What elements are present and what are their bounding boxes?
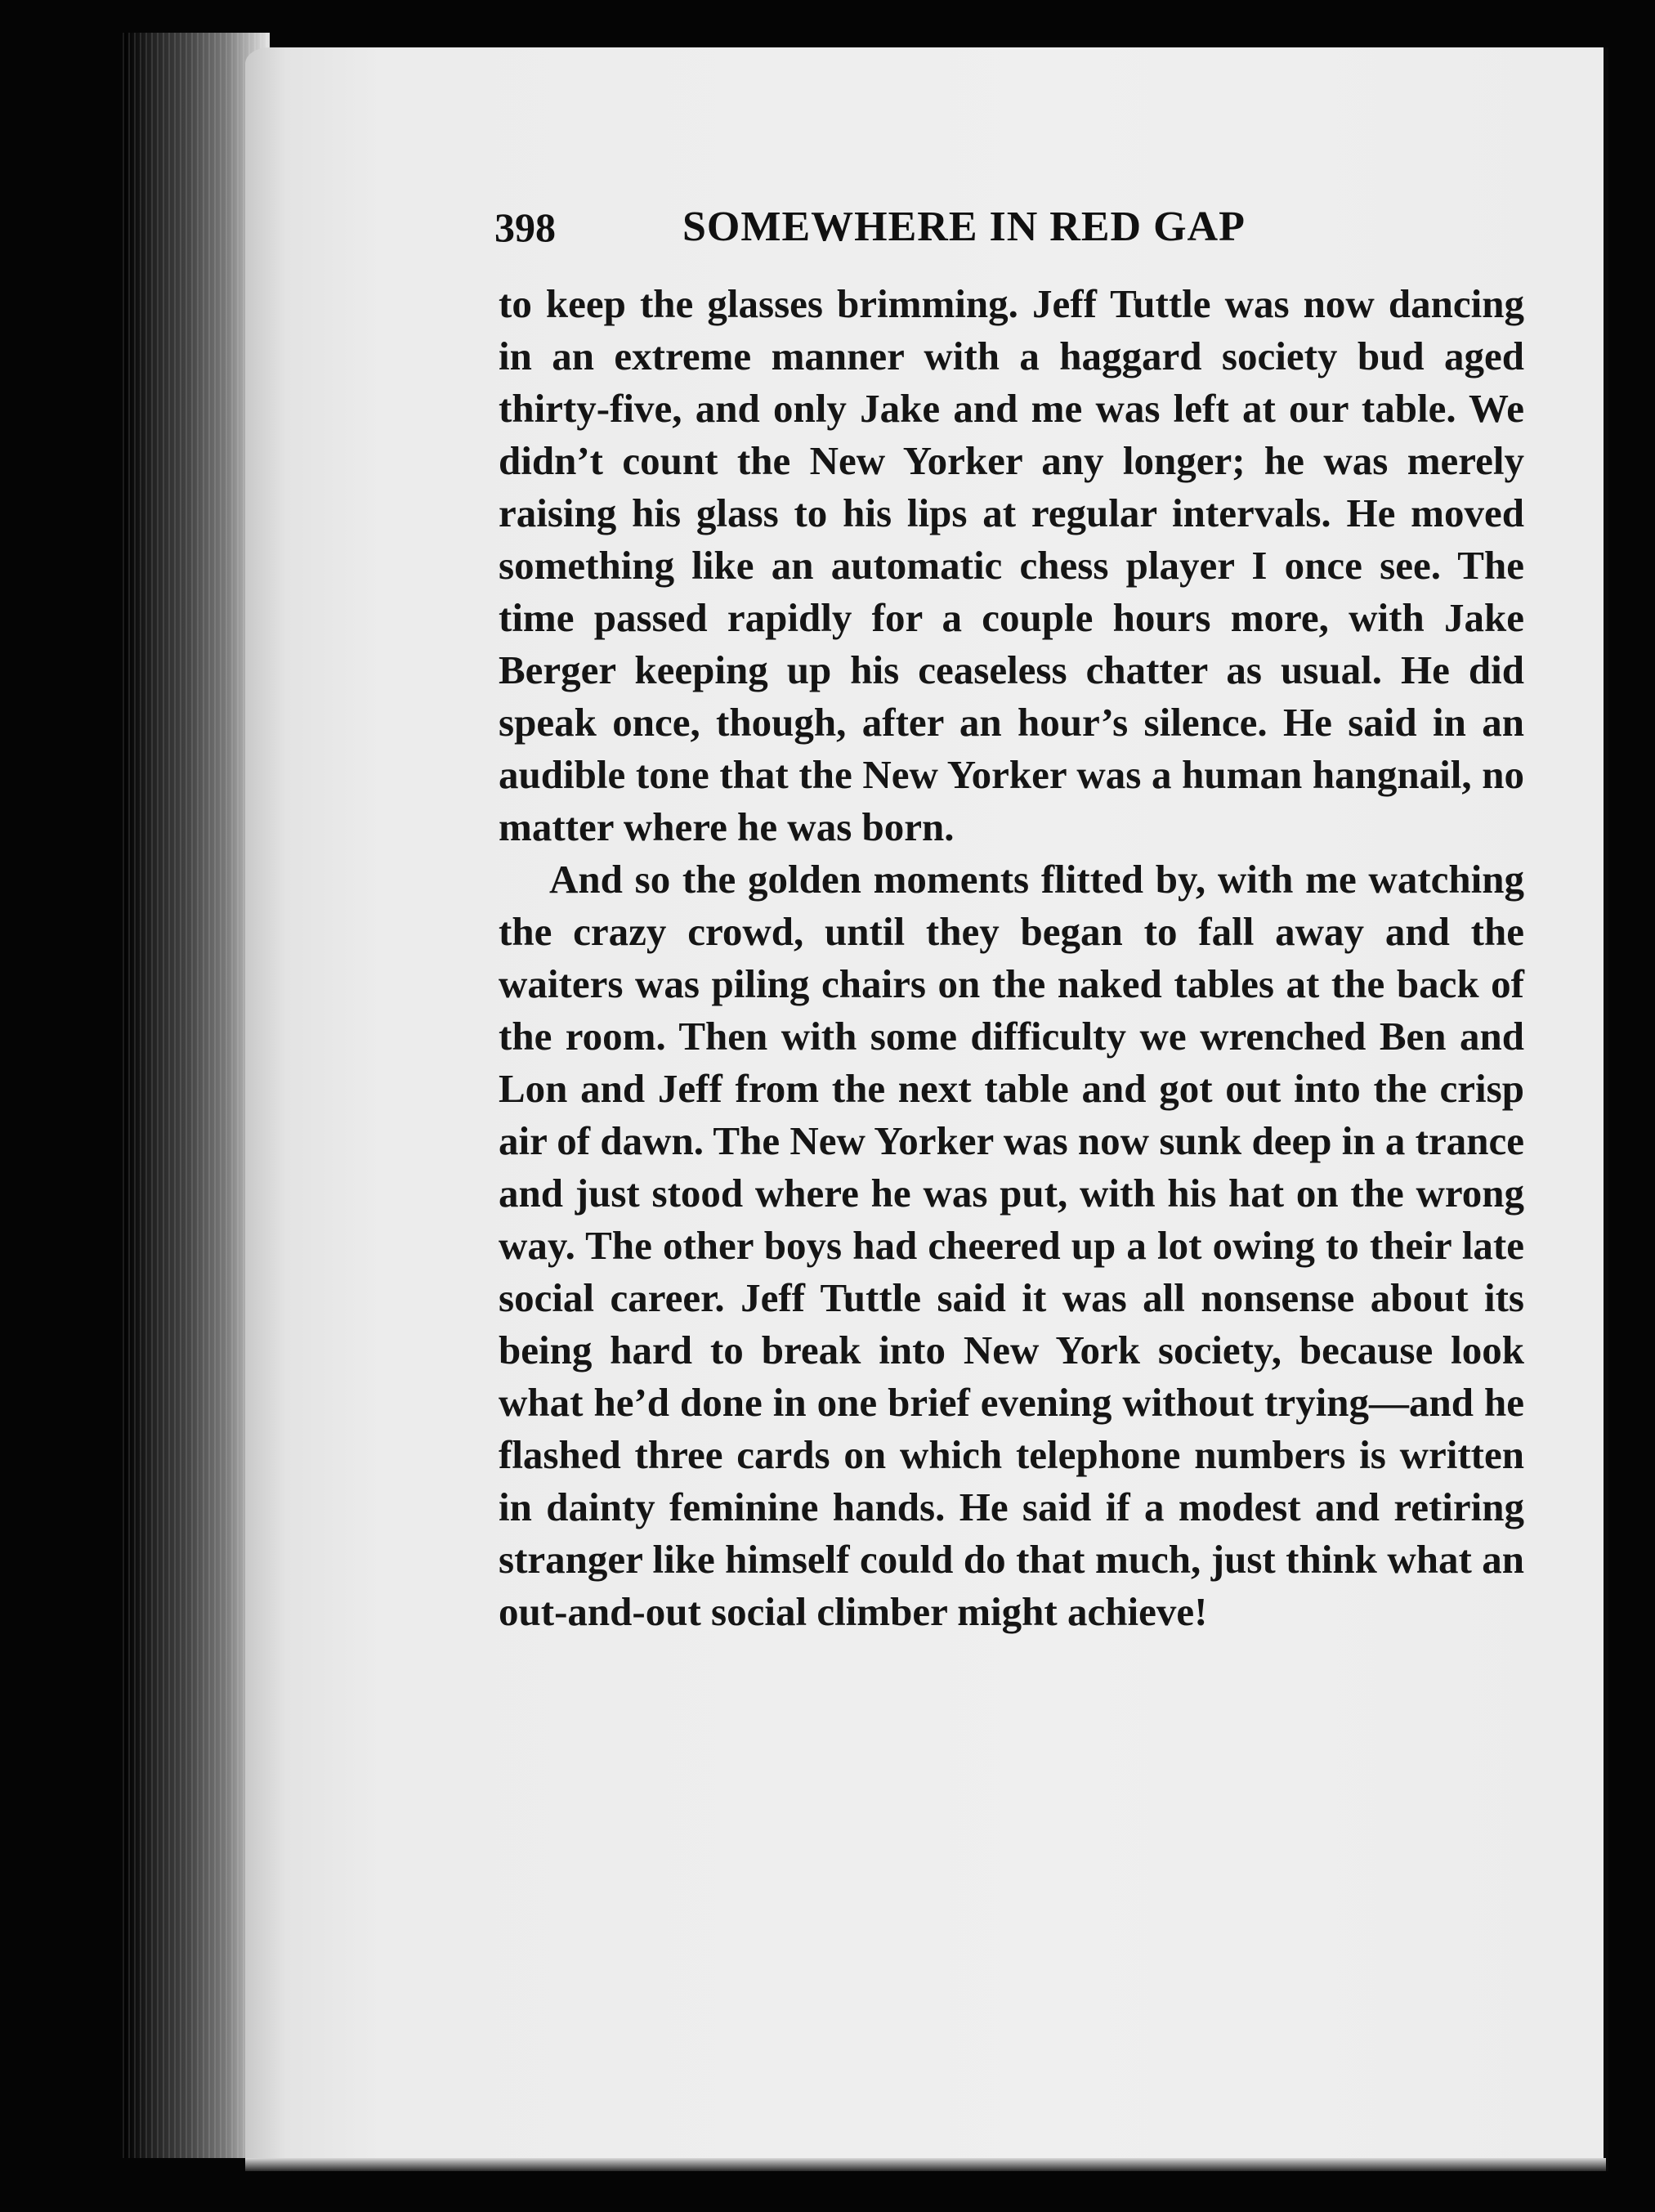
running-header (494, 199, 1336, 264)
page-bottom-edge (245, 2158, 1606, 2171)
paragraph-2: And so the golden moments flitted by, with me watching the crazy crowd, until they began to fall away and the waiters was piling chairs on the naked tables at the back of the room. Then with some difficulty we wrenched Ben and Lon and Jeff from the next table and got out into the crisp air of dawn. The New Yorker was now sunk deep in a trance and just stood where he was put, with his hat on the wrong way. The other boys had cheered up a lot owing to their late social career. Jeff Tuttle said it was all nonsense about its being hard to break into New York society, because look what he’d done in one brief evening without trying—and he flashed three cards on which telephone numbers is written in dainty feminine hands. He said if a modest and retiring stranger like himself could do that much, just think what an out-and-out social climber might achieve! (499, 857, 1524, 1634)
body-text (499, 278, 1524, 1638)
page-right-edge (1604, 47, 1608, 2171)
paragraph-1: to keep the glasses brimming. Jeff Tuttle was now dancing in an extreme manner with a haggard society bud aged thirty-five, and only Jake and me was left at our table. We didn’t count the New Yorker any longer; he was merely raising his glass to his lips at regular intervals. He moved something like an automatic chess player I once see. The time passed rapidly for a couple hours more, with Jake Berger keeping up his ceaseless chatter as usual. He did speak once, though, after an hour’s silence. He said in an audible tone that the New Yorker was a human hangnail, no matter where he was born. (499, 281, 1524, 849)
page-number: 398 (494, 204, 556, 250)
running-title: SOMEWHERE IN RED GAP (682, 204, 1246, 250)
